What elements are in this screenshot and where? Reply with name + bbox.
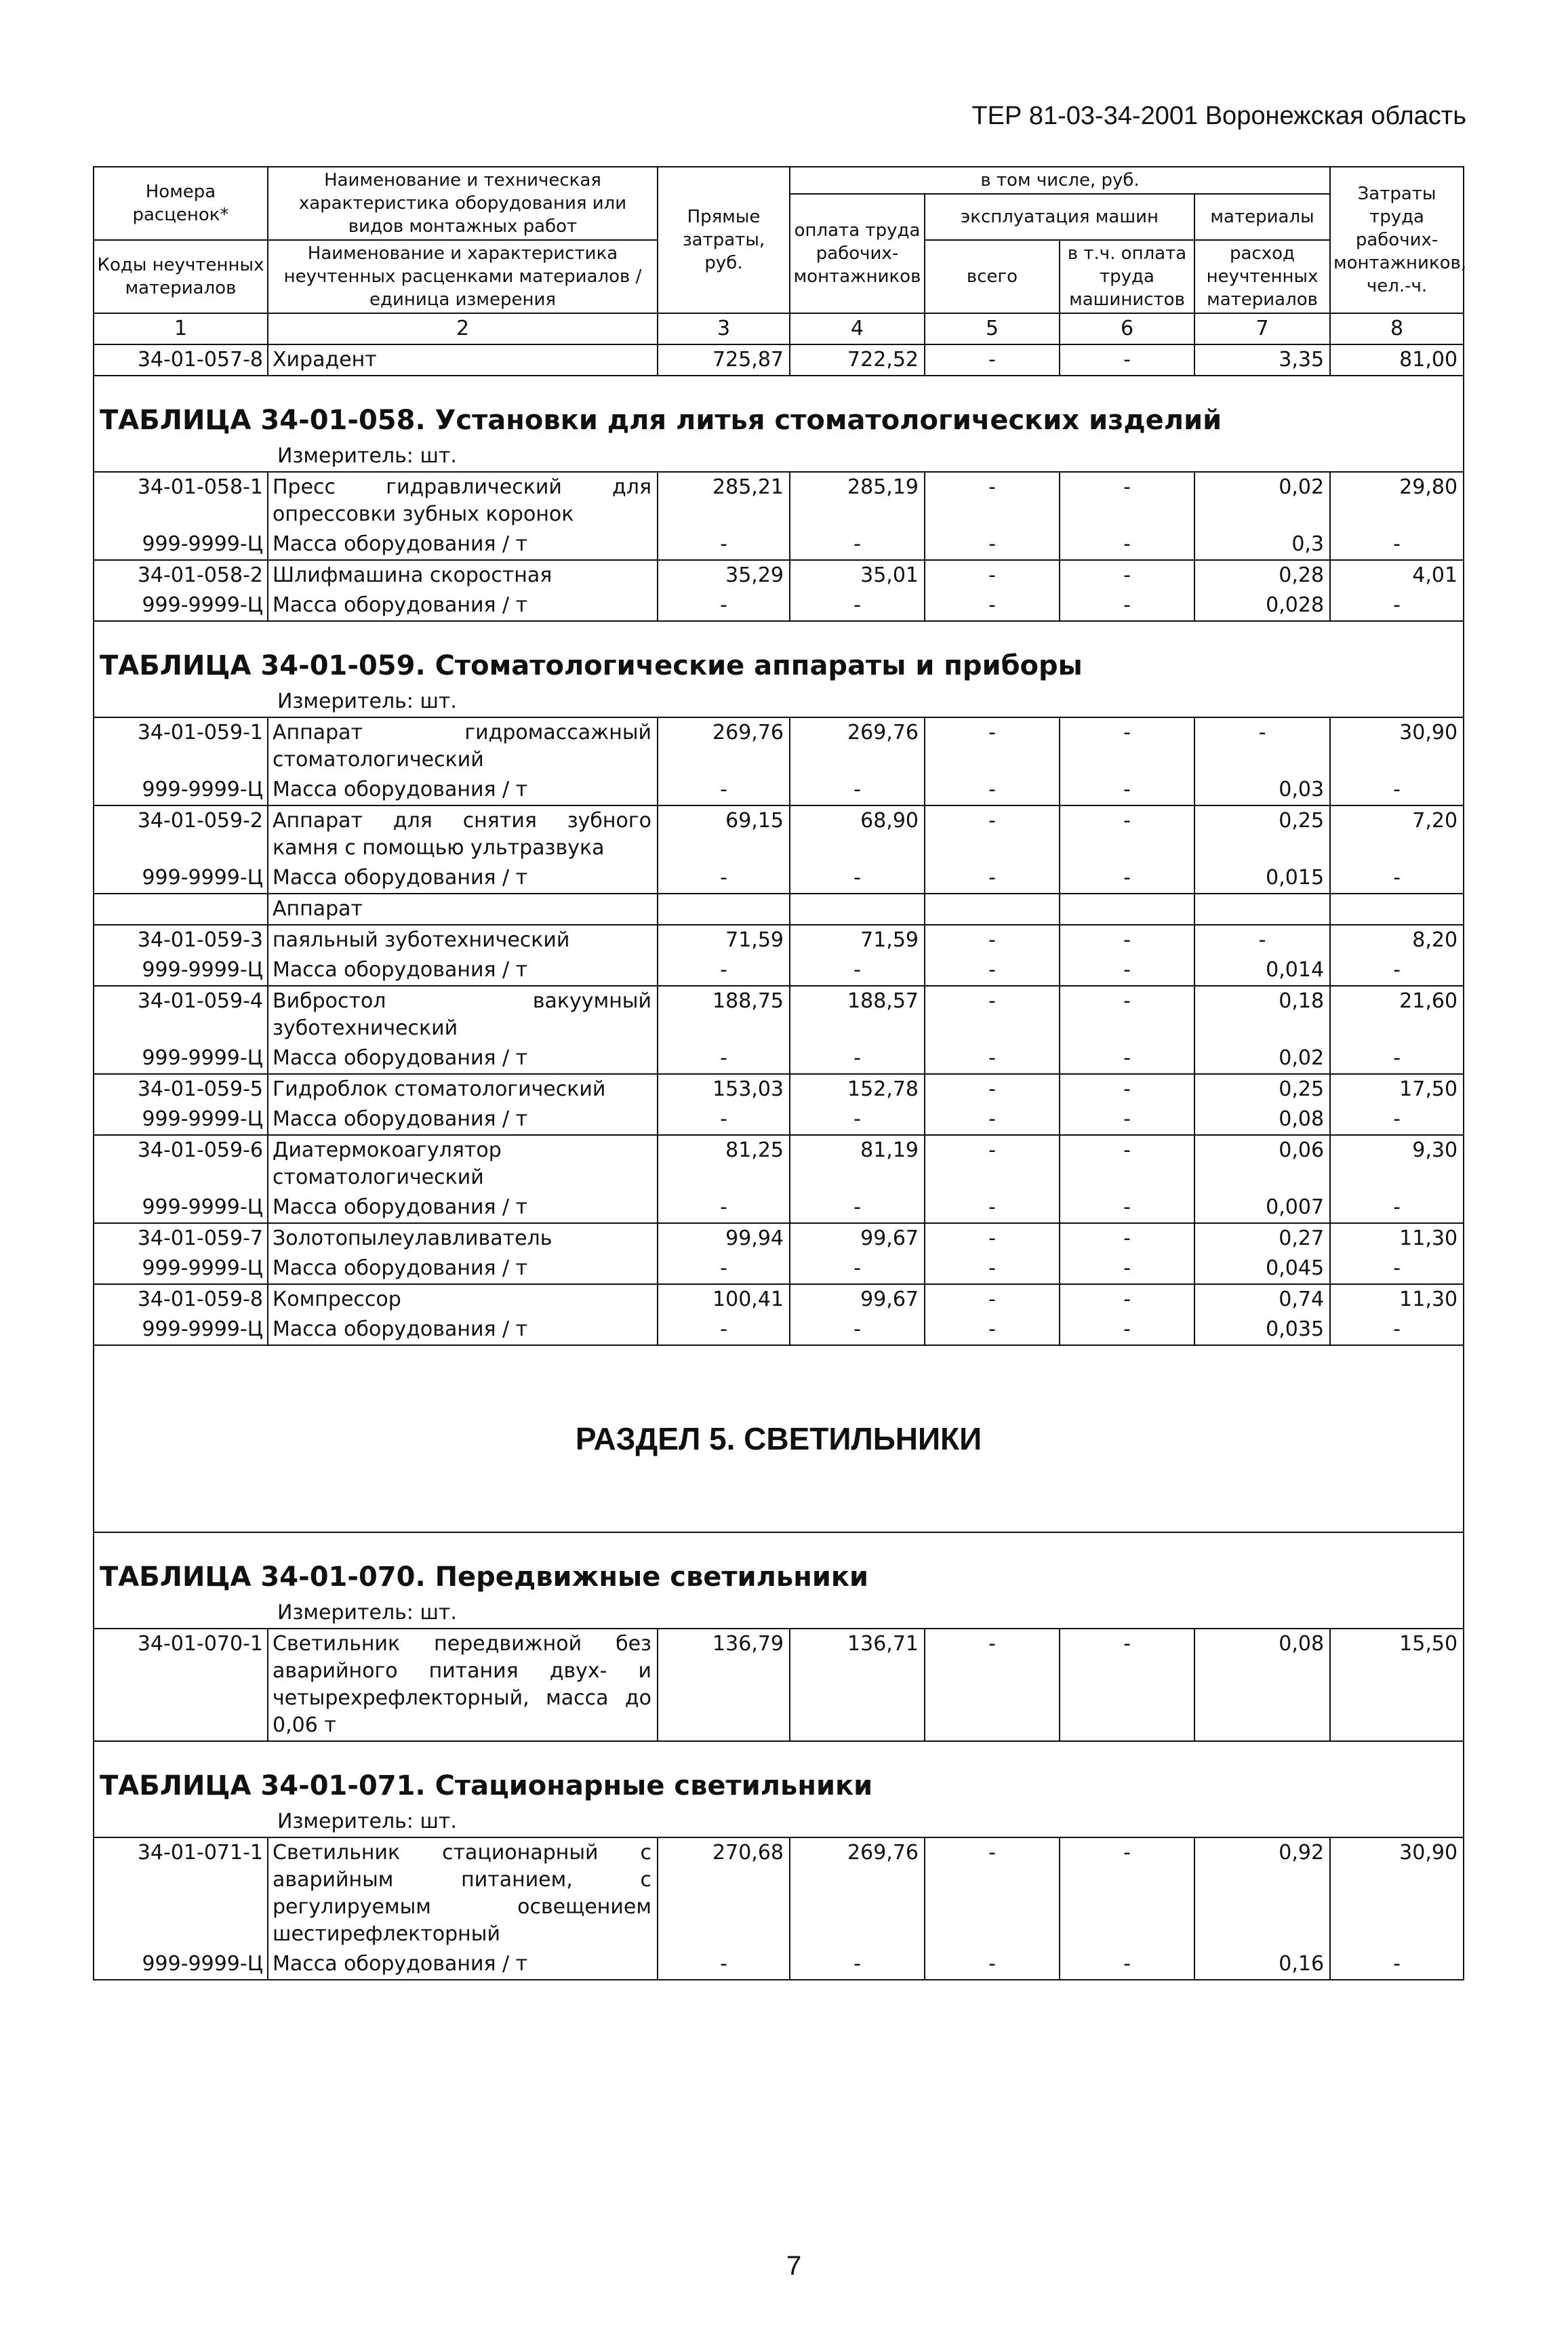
row-code: 34-01-071-1	[94, 1837, 268, 1949]
row-name: Аппарат	[268, 894, 658, 925]
row-value: -	[1330, 1193, 1464, 1223]
row-value: 35,29	[658, 560, 790, 591]
measure-unit: Измеритель: шт.	[94, 441, 1464, 472]
row-value: -	[790, 530, 925, 560]
table-row	[94, 1629, 1464, 1741]
row-value: -	[1060, 986, 1194, 1043]
col-header-direct-costs: Прямые затраты, руб.	[658, 167, 790, 313]
row-value: -	[925, 1074, 1060, 1104]
row-value: -	[1330, 955, 1464, 986]
row-value: 0,92	[1194, 1837, 1330, 1949]
row-value: 285,19	[790, 472, 925, 530]
row-value: 71,59	[658, 925, 790, 955]
row-value: 100,41	[658, 1284, 790, 1315]
row-value: -	[1060, 591, 1194, 621]
row-value	[790, 894, 925, 925]
row-code: 999-9999-Ц	[94, 1193, 268, 1223]
table-title: ТАБЛИЦА 34-01-058. Установки для литья стоматологических изделий	[94, 376, 1464, 441]
table-row	[94, 344, 1464, 376]
row-name: Гидроблок стоматологический	[268, 1074, 658, 1104]
table-title: ТАБЛИЦА 34-01-070. Передвижные светильники	[94, 1532, 1464, 1598]
row-value: 0,25	[1194, 1074, 1330, 1104]
col-header-name: Наименование и техническая характеристика оборудования или видов монтажных работ	[268, 167, 658, 240]
row-name: Аппарат гидромассажный стоматологический	[268, 717, 658, 775]
table-title-row	[94, 1741, 1464, 1807]
row-value: -	[658, 1949, 790, 1980]
row-code: 999-9999-Ц	[94, 863, 268, 894]
row-value: -	[925, 472, 1060, 530]
row-name: Масса оборудования / т	[268, 955, 658, 986]
row-value: 152,78	[790, 1074, 925, 1104]
table-row	[94, 530, 1464, 560]
row-value: 3,35	[1194, 344, 1330, 376]
column-number: 5	[925, 313, 1060, 344]
table-row	[94, 805, 1464, 863]
row-value: 0,08	[1194, 1629, 1330, 1741]
row-name: Светильник передвижной без аварийного питания двух- и четырехрефлекторный, масса до 0,06 т	[268, 1629, 658, 1741]
row-value: 0,27	[1194, 1223, 1330, 1254]
row-name: Аппарат для снятия зубного камня с помощью ультразвука	[268, 805, 658, 863]
row-name: Шлифмашина скоростная	[268, 560, 658, 591]
document-header: ТЕР 81-03-34-2001 Воронежская область	[971, 102, 1466, 130]
row-code: 999-9999-Ц	[94, 1043, 268, 1074]
table-row	[94, 1043, 1464, 1074]
row-code: 34-01-059-5	[94, 1074, 268, 1104]
row-value: -	[925, 1223, 1060, 1254]
col-header-including: в том числе, руб.	[790, 167, 1330, 194]
row-name: Масса оборудования / т	[268, 1254, 658, 1284]
row-value: 11,30	[1330, 1284, 1464, 1315]
row-value: -	[925, 560, 1060, 591]
row-value: -	[925, 1837, 1060, 1949]
col-header-material-name: Наименование и характеристика неучтенных расценками материалов / единица измерения	[268, 240, 658, 313]
row-value: -	[790, 1949, 925, 1980]
row-code: 34-01-058-2	[94, 560, 268, 591]
page-number: 7	[786, 2251, 802, 2281]
row-code: 999-9999-Ц	[94, 530, 268, 560]
row-value: -	[658, 530, 790, 560]
row-name: Масса оборудования / т	[268, 1043, 658, 1074]
row-value: -	[925, 1104, 1060, 1135]
row-value: 4,01	[1330, 560, 1464, 591]
row-value: -	[1060, 1104, 1194, 1135]
row-code: 999-9999-Ц	[94, 775, 268, 805]
table-row	[94, 775, 1464, 805]
row-value: -	[658, 775, 790, 805]
table-row	[94, 1223, 1464, 1254]
row-value: -	[1060, 1284, 1194, 1315]
table-title-row	[94, 376, 1464, 441]
row-value: 99,67	[790, 1284, 925, 1315]
row-value: 0,3	[1194, 530, 1330, 560]
row-value: -	[790, 863, 925, 894]
row-value: 15,50	[1330, 1629, 1464, 1741]
row-name: Масса оборудования / т	[268, 1315, 658, 1345]
row-value: 0,035	[1194, 1315, 1330, 1345]
table-row	[94, 1104, 1464, 1135]
col-header-material-codes: Коды неучтенных материалов	[94, 240, 268, 313]
table-row	[94, 1254, 1464, 1284]
row-value: 0,18	[1194, 986, 1330, 1043]
measure-row	[94, 687, 1464, 717]
col-header-total: всего	[925, 240, 1060, 313]
row-value: -	[1060, 1223, 1194, 1254]
row-value: -	[1060, 717, 1194, 775]
row-code: 999-9999-Ц	[94, 1104, 268, 1135]
row-code: 999-9999-Ц	[94, 591, 268, 621]
row-value	[925, 894, 1060, 925]
row-name: Пресс гидравлический для опрессовки зубных коронок	[268, 472, 658, 530]
col-header-wages: оплата труда рабочих-монтажников	[790, 194, 925, 313]
col-header-material-use: расход неучтенных материалов	[1194, 240, 1330, 313]
row-value: -	[1060, 775, 1194, 805]
row-value: -	[1060, 925, 1194, 955]
table-row	[94, 591, 1464, 621]
table-row	[94, 1949, 1464, 1980]
row-value	[1194, 894, 1330, 925]
col-header-machines: эксплуатация машин	[925, 194, 1194, 240]
row-value: 68,90	[790, 805, 925, 863]
row-value: -	[1060, 472, 1194, 530]
table-row	[94, 955, 1464, 986]
row-value: -	[925, 1135, 1060, 1193]
row-code: 34-01-057-8	[94, 344, 268, 376]
row-name: Масса оборудования / т	[268, 1193, 658, 1223]
table-row	[94, 894, 1464, 925]
row-value: -	[1330, 591, 1464, 621]
row-value: 0,007	[1194, 1193, 1330, 1223]
row-value: 269,76	[658, 717, 790, 775]
row-code: 34-01-059-1	[94, 717, 268, 775]
row-value: 30,90	[1330, 1837, 1464, 1949]
table-title: ТАБЛИЦА 34-01-071. Стационарные светильники	[94, 1741, 1464, 1807]
column-number: 7	[1194, 313, 1330, 344]
table-row	[94, 863, 1464, 894]
row-code: 999-9999-Ц	[94, 955, 268, 986]
row-value: -	[1330, 1104, 1464, 1135]
column-number: 6	[1060, 313, 1194, 344]
row-value: -	[925, 1043, 1060, 1074]
row-value: -	[658, 1193, 790, 1223]
row-value: -	[1060, 560, 1194, 591]
row-value: -	[1060, 1193, 1194, 1223]
row-value: -	[925, 344, 1060, 376]
row-value: 81,19	[790, 1135, 925, 1193]
row-value: 71,59	[790, 925, 925, 955]
row-value: -	[1060, 1254, 1194, 1284]
row-name: Диатермокоагулятор стоматологический	[268, 1135, 658, 1193]
row-value: -	[1060, 1043, 1194, 1074]
table-title-row	[94, 621, 1464, 687]
measure-row	[94, 1598, 1464, 1629]
row-value: -	[925, 1254, 1060, 1284]
row-value: 99,67	[790, 1223, 925, 1254]
row-code: 999-9999-Ц	[94, 1254, 268, 1284]
row-name: Вибростол вакуумный зуботехнический	[268, 986, 658, 1043]
row-code: 34-01-059-3	[94, 925, 268, 955]
row-value: -	[1194, 717, 1330, 775]
row-value: -	[925, 1284, 1060, 1315]
row-value: -	[925, 925, 1060, 955]
row-value: 7,20	[1330, 805, 1464, 863]
row-value: 99,94	[658, 1223, 790, 1254]
row-value: 153,03	[658, 1074, 790, 1104]
row-value: -	[1060, 1074, 1194, 1104]
row-value: 0,28	[1194, 560, 1330, 591]
row-value	[658, 894, 790, 925]
row-name: Светильник стационарный с аварийным питанием, с регулируемым освещением шестирефлекторный	[268, 1837, 658, 1949]
column-number: 2	[268, 313, 658, 344]
row-value: -	[1330, 530, 1464, 560]
row-value: 725,87	[658, 344, 790, 376]
row-name: Масса оборудования / т	[268, 1949, 658, 1980]
row-value: 0,02	[1194, 1043, 1330, 1074]
row-code: 34-01-059-2	[94, 805, 268, 863]
row-value: 29,80	[1330, 472, 1464, 530]
row-value: 81,00	[1330, 344, 1464, 376]
row-value: 285,21	[658, 472, 790, 530]
row-value: -	[1330, 1315, 1464, 1345]
table-row	[94, 1074, 1464, 1104]
row-value: -	[925, 1315, 1060, 1345]
row-value: -	[1194, 925, 1330, 955]
row-value: -	[658, 1315, 790, 1345]
row-value: -	[1060, 344, 1194, 376]
row-value: -	[925, 863, 1060, 894]
table-row	[94, 1284, 1464, 1315]
row-value: -	[925, 1629, 1060, 1741]
row-value	[1060, 894, 1194, 925]
row-value: 188,57	[790, 986, 925, 1043]
row-value: -	[1330, 863, 1464, 894]
row-value: -	[1330, 1043, 1464, 1074]
row-value: 0,74	[1194, 1284, 1330, 1315]
row-value: -	[1060, 863, 1194, 894]
row-value: -	[925, 591, 1060, 621]
row-code: 34-01-059-4	[94, 986, 268, 1043]
row-value: 0,08	[1194, 1104, 1330, 1135]
row-value: 11,30	[1330, 1223, 1464, 1254]
row-code	[94, 894, 268, 925]
row-value: 0,028	[1194, 591, 1330, 621]
row-value: 81,25	[658, 1135, 790, 1193]
row-value: -	[1330, 1254, 1464, 1284]
row-value: 0,02	[1194, 472, 1330, 530]
table-row	[94, 717, 1464, 775]
row-code: 999-9999-Ц	[94, 1315, 268, 1345]
row-name: Золотопылеулавливатель	[268, 1223, 658, 1254]
row-value: -	[1330, 775, 1464, 805]
row-value: 8,20	[1330, 925, 1464, 955]
row-name: паяльный зуботехнический	[268, 925, 658, 955]
col-header-labor: Затраты труда рабочих-монтажников, чел.-ч.	[1330, 167, 1464, 313]
row-value: 0,014	[1194, 955, 1330, 986]
table-row	[94, 560, 1464, 591]
row-value: 0,015	[1194, 863, 1330, 894]
measure-row	[94, 441, 1464, 472]
row-value: 136,71	[790, 1629, 925, 1741]
table-row	[94, 1193, 1464, 1223]
row-name: Масса оборудования / т	[268, 591, 658, 621]
row-value: -	[925, 955, 1060, 986]
row-value: -	[790, 1254, 925, 1284]
row-code: 999-9999-Ц	[94, 1949, 268, 1980]
row-code: 34-01-070-1	[94, 1629, 268, 1741]
row-name: Масса оборудования / т	[268, 863, 658, 894]
row-value: -	[790, 955, 925, 986]
col-header-operator-wages: в т.ч. оплата труда машинистов	[1060, 240, 1194, 313]
table-row	[94, 986, 1464, 1043]
measure-unit: Измеритель: шт.	[94, 1807, 1464, 1837]
row-name: Компрессор	[268, 1284, 658, 1315]
row-code: 34-01-059-7	[94, 1223, 268, 1254]
measure-unit: Измеритель: шт.	[94, 687, 1464, 717]
row-value: -	[1060, 1837, 1194, 1949]
row-value: -	[790, 1193, 925, 1223]
column-number: 4	[790, 313, 925, 344]
row-name: Хирадент	[268, 344, 658, 376]
col-header-codes: Номера расценок*	[94, 167, 268, 240]
row-value: -	[925, 805, 1060, 863]
row-code: 34-01-059-6	[94, 1135, 268, 1193]
row-value: 9,30	[1330, 1135, 1464, 1193]
row-value: -	[925, 986, 1060, 1043]
row-value: 17,50	[1330, 1074, 1464, 1104]
row-value: -	[790, 775, 925, 805]
row-value: -	[658, 591, 790, 621]
row-value: 722,52	[790, 344, 925, 376]
measure-row	[94, 1807, 1464, 1837]
row-value: 69,15	[658, 805, 790, 863]
row-value: 35,01	[790, 560, 925, 591]
table-row	[94, 1315, 1464, 1345]
row-value	[1330, 894, 1464, 925]
table-row	[94, 925, 1464, 955]
row-value: -	[790, 1104, 925, 1135]
measure-unit: Измеритель: шт.	[94, 1598, 1464, 1629]
column-number: 3	[658, 313, 790, 344]
table-title: ТАБЛИЦА 34-01-059. Стоматологические аппараты и приборы	[94, 621, 1464, 687]
table-title-row	[94, 1532, 1464, 1598]
row-value: -	[1060, 1949, 1194, 1980]
row-value: -	[790, 1043, 925, 1074]
row-value: -	[1330, 1949, 1464, 1980]
section-title: РАЗДЕЛ 5. СВЕТИЛЬНИКИ	[94, 1345, 1464, 1532]
row-name: Масса оборудования / т	[268, 530, 658, 560]
row-value: 0,06	[1194, 1135, 1330, 1193]
row-value: 136,79	[658, 1629, 790, 1741]
row-value: 270,68	[658, 1837, 790, 1949]
row-value: 188,75	[658, 986, 790, 1043]
row-value: -	[925, 775, 1060, 805]
row-name: Масса оборудования / т	[268, 775, 658, 805]
row-value: 0,16	[1194, 1949, 1330, 1980]
row-value: 0,25	[1194, 805, 1330, 863]
row-value: -	[1060, 805, 1194, 863]
row-value: -	[658, 1043, 790, 1074]
column-number: 8	[1330, 313, 1464, 344]
row-value: -	[1060, 1135, 1194, 1193]
row-value: -	[658, 863, 790, 894]
row-name: Масса оборудования / т	[268, 1104, 658, 1135]
row-code: 34-01-058-1	[94, 472, 268, 530]
row-value: 21,60	[1330, 986, 1464, 1043]
row-value: -	[1060, 530, 1194, 560]
col-header-materials: материалы	[1194, 194, 1330, 240]
row-value: -	[658, 1254, 790, 1284]
column-number: 1	[94, 313, 268, 344]
row-value: -	[790, 591, 925, 621]
table-row	[94, 1135, 1464, 1193]
row-value: -	[925, 1949, 1060, 1980]
table-row	[94, 1837, 1464, 1949]
row-value: 30,90	[1330, 717, 1464, 775]
row-value: -	[790, 1315, 925, 1345]
row-value: -	[925, 530, 1060, 560]
section-row	[94, 1345, 1464, 1532]
row-value: -	[1060, 1629, 1194, 1741]
row-value: -	[925, 1193, 1060, 1223]
row-value: -	[1060, 1315, 1194, 1345]
row-value: -	[1060, 955, 1194, 986]
price-table	[93, 166, 1467, 1980]
row-code: 34-01-059-8	[94, 1284, 268, 1315]
table-row	[94, 472, 1464, 530]
row-value: 0,045	[1194, 1254, 1330, 1284]
row-value: -	[658, 955, 790, 986]
row-value: -	[658, 1104, 790, 1135]
row-value: 0,03	[1194, 775, 1330, 805]
row-value: -	[925, 717, 1060, 775]
row-value: 269,76	[790, 1837, 925, 1949]
row-value: 269,76	[790, 717, 925, 775]
